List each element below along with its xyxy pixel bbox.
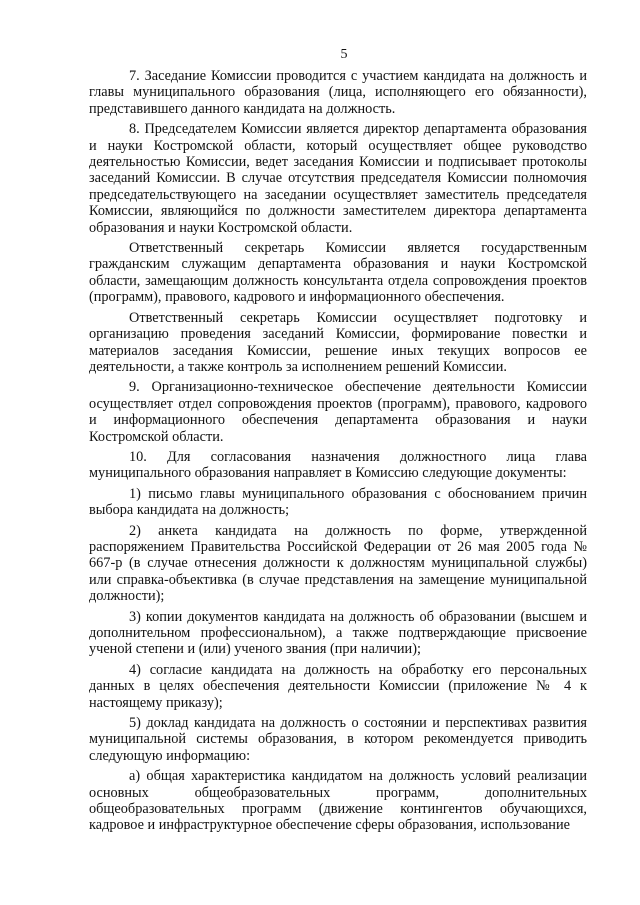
paragraph-secretary-duties: Ответственный секретарь Комиссии осуществляет подготовку и организацию проведения заседаний Комиссии, формирование повестки и материалов заседания Комиссии, решение иных текущих вопросов ее деятельности, а также контроль за исполнением решений Комиссии. (89, 309, 587, 375)
list-item-2: 2) анкета кандидата на должность по форме, утвержденной распоряжением Правительства Российской Федерации от 26 мая 2005 года № 667-р (в случае отнесения должности к должностям муниципальной службы) или справка-объективка (в случае представления на замещение муниципальной должности); (89, 522, 587, 605)
paragraph-8: 8. Председателем Комиссии является директор департамента образования и науки Костромской области, который осуществляет общее руководство деятельностью Комиссии, ведет заседания Комиссии и подписывает протоколы заседаний Комиссии. В случае отсутствия председателя Комиссии полномочия председательствующего на заседании осуществляет заместитель председателя Комиссии, являющийся по должности заместителем директора департамента образования и науки Костромской области. (89, 121, 587, 236)
paragraph-secretary-status: Ответственный секретарь Комиссии является государственным гражданским служащим департамента образования и науки Костромской области, замещающим должность консультанта отдела сопровождения проектов (программ), правового, кадрового и информационного обеспечения. (89, 240, 587, 306)
document-body (89, 68, 587, 834)
paragraph-9: 9. Организационно-техническое обеспечение деятельности Комиссии осуществляет отдел сопровождения проектов (программ), правового, кадрового и информационного обеспечения департамента образования и науки Костромской области. (89, 379, 587, 445)
list-subitem-a: а) общая характеристика кандидатом на должность условий реализации основных общеобразовательных программ, дополнительных общеобразовательных программ (движение контингентов обучающихся, кадровое и инфраструктурное обеспечение сферы образования, использование (89, 768, 587, 834)
list-item-1: 1) письмо главы муниципального образования с обоснованием причин выбора кандидата на должность; (89, 485, 587, 519)
paragraph-10: 10. Для согласования назначения должностного лица глава муниципального образования направляет в Комиссию следующие документы: (89, 448, 587, 482)
list-item-5: 5) доклад кандидата на должность о состоянии и перспективах развития муниципальной системы образования, в котором рекомендуется приводить следующую информацию: (89, 715, 587, 764)
paragraph-7: 7. Заседание Комиссии проводится с участием кандидата на должность и главы муниципального образования (лица, исполняющего его обязанности), представившего данного кандидата на должность. (89, 68, 587, 117)
list-item-3: 3) копии документов кандидата на должность об образовании (высшем и дополнительном профессиональном), а также подтверждающие присвоение ученой степени и (или) ученого звания (при наличии); (89, 608, 587, 658)
list-item-4: 4) согласие кандидата на должность на обработку его персональных данных в целях обеспечения деятельности Комиссии (приложение № 4 к настоящему приказу); (89, 661, 587, 711)
page-number: 5 (340, 47, 348, 62)
